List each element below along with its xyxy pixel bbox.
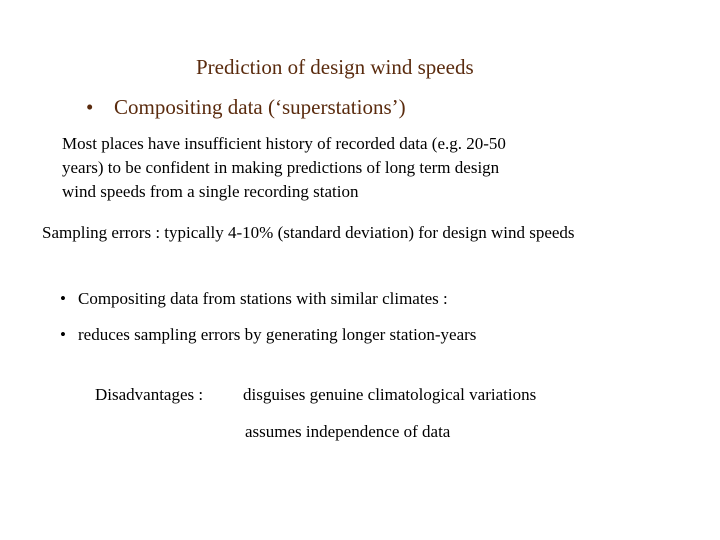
bullet-icon: • — [86, 95, 94, 119]
sampling-errors-text: Sampling errors : typically 4-10% (standard deviation) for design wind speeds — [42, 223, 575, 242]
disadvantage-item: assumes independence of data — [245, 422, 451, 441]
paragraph-line: wind speeds from a single recording station — [62, 182, 359, 201]
main-bullet-text: Compositing data (‘superstations’) — [114, 95, 406, 119]
bullet-icon: • — [60, 289, 66, 308]
intro-paragraph — [62, 132, 506, 204]
sub-bullet-text: Compositing data from stations with similar climates : — [78, 289, 448, 308]
disadvantages-label: Disadvantages : — [95, 385, 204, 404]
paragraph-line: years) to be confident in making predictions of long term design — [62, 158, 500, 177]
slide-title: Prediction of design wind speeds — [196, 55, 474, 79]
bullet-icon: • — [60, 325, 66, 344]
disadvantage-item: disguises genuine climatological variations — [243, 385, 537, 404]
sub-bullet-reduces — [60, 326, 476, 343]
paragraph-line: Most places have insufficient history of recorded data (e.g. 20-50 — [62, 134, 506, 153]
main-bullet — [86, 97, 406, 118]
sub-bullet-compositing — [60, 290, 448, 307]
sub-bullet-text: reduces sampling errors by generating longer station-years — [78, 325, 477, 344]
